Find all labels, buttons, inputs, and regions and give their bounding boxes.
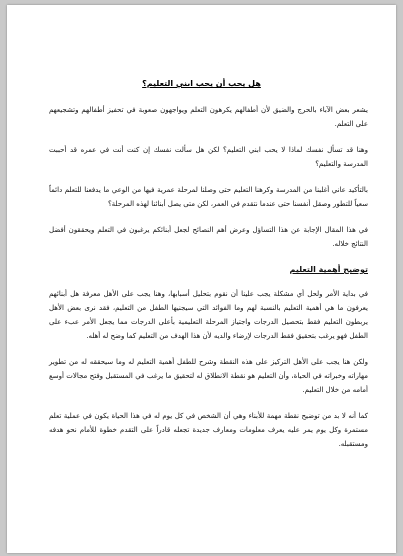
section-heading: توضيح أهمية التعليم [289,265,368,274]
document-body [49,75,368,463]
section-paragraph-2: ولكن هنا يجب على الأهل التركيز على هذه النقطة وشرح للطفل أهمية التعليم له وما سيحققه له من تطوير مهاراته وخبراته في الحياة، وأن التعليم هو نقطة الانطلاق له لتحقيق ما يرغب في المستقبل وفتح مجالات أوسع أمامه من خلال التعليم. [49,358,368,394]
intro-paragraph-3: بالتأكيد عاني أغلبنا من المدرسة وكرهنا التعليم حتى وصلنا لمرحلة عمرية فيها من الوعي ما يدفعنا للتعلم دائماً سعياً للتطور وصقل أنفسنا حتى عندما نتقدم في العمر، لكن متى يصل أبنائنا لهذه المرحلة؟ [49,186,368,208]
intro-paragraph-2: وهنا قد تسأل نفسك لماذا لا يحب ابني التعليم؟ لكن هل سألت نفسك إن كنت أنت في عمره قد أحببت المدرسة والتعليم؟ [49,146,368,168]
intro-paragraph-1: يشعر بعض الآباء بالحرج والضيق لأن أطفالهم يكرهون التعلم ويواجهون صعوبة في تحفيز أطفالهم وتشجيعهم على التعلم. [49,106,368,128]
document-title: هل يجب أن يحب ابني التعليم؟ [142,79,261,88]
section-paragraph-1: في بداية الأمر ولحل أي مشكلة يجب علينا أن نقوم بتحليل أسبابها، وهنا يجب على الأهل معرفة هل أبنائهم يعرفون ما هي أهمية التعليم بالنسبة لهم وما الفوائد التي سيجنيها الطفل من التعليم، فقد نرى بعض الأهل يربطون التعليم فقط بتحصيل الدرجات واجتياز المرحلة التعليمية بأعلى الدرجات مما يجعل الأمر عبء على الطفل فهو يرغب بتحقيق فقط الدرجات لإرضاء والديه لأن هذا الهدف من التعليم كما وضح له أهله. [49,290,368,340]
section-paragraph-3: كما أنه لا بد من توضيح نقطة مهمة للأبناء وهي أن الشخص في كل يوم له في هذا الحياة يكون في عملية تعلم مستمرة وكل يوم يمر عليه يعرف معلومات ومعارف جديدة تجعله قادراً على التقدم خطوة للأمام نحو هدفه ومستقبله. [49,412,368,448]
document-page [7,5,396,553]
intro-paragraph-4: في هذا المقال الإجابة عن هذا التساؤل وعرض أهم النصائح لجعل أبنائكم يرغبون في التعلم ويحققون أفضل النتائج خلاله. [49,226,368,248]
